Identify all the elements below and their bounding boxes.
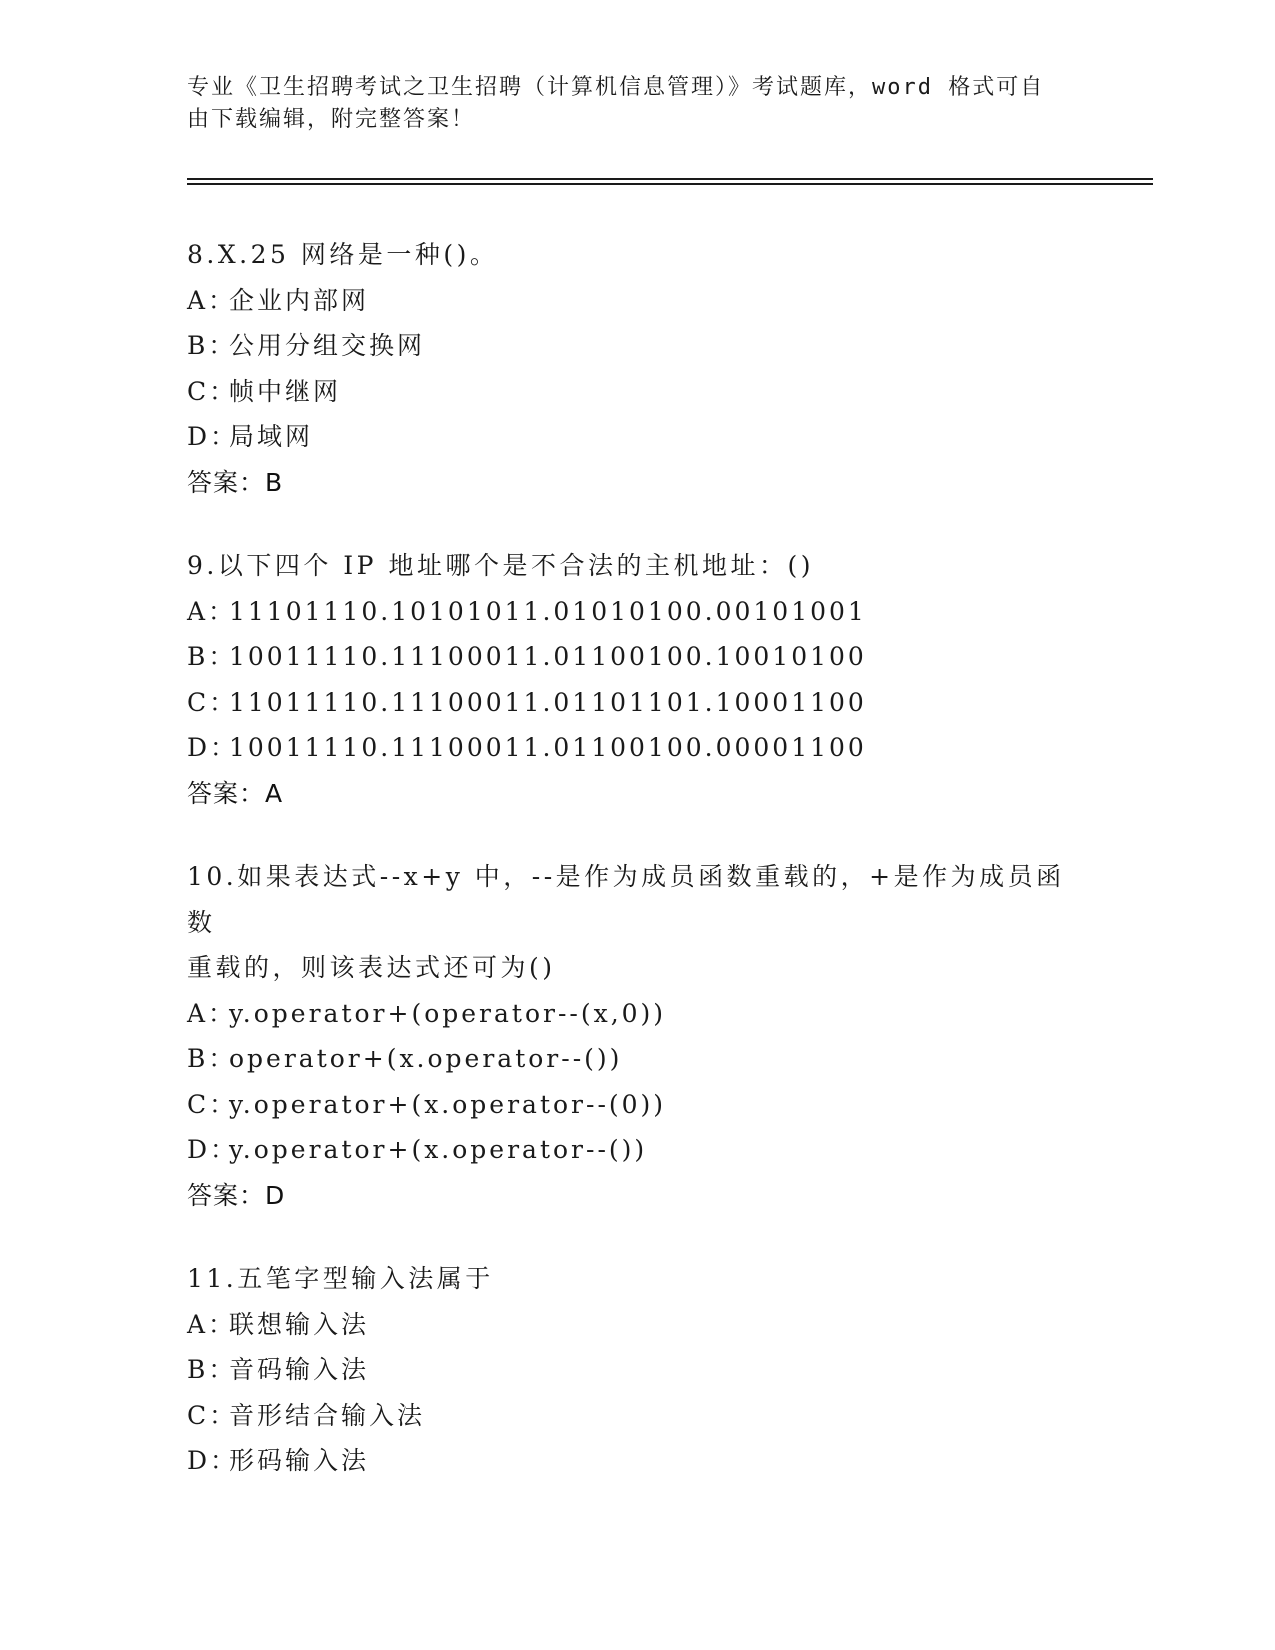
answer-option bbox=[187, 1302, 1087, 1348]
question-block bbox=[187, 1256, 1087, 1484]
option-letter: C： bbox=[187, 1400, 238, 1430]
option-letter: D： bbox=[187, 1135, 239, 1164]
header-divider-top bbox=[187, 178, 1153, 180]
option-text: 联想输入法 bbox=[229, 1309, 370, 1339]
question-block bbox=[187, 232, 1087, 505]
option-letter: D： bbox=[187, 1446, 239, 1475]
option-text: operator+(x.operator--()) bbox=[229, 1044, 623, 1073]
option-letter: D： bbox=[187, 733, 239, 762]
question-block bbox=[187, 543, 1087, 816]
option-text: 帧中继网 bbox=[229, 376, 342, 406]
answer-option bbox=[187, 369, 1087, 415]
option-text: 音码输入法 bbox=[229, 1355, 370, 1384]
option-text: y.operator+(x.operator--(0)) bbox=[229, 1089, 667, 1119]
option-text: y.operator+(operator--(x,0)) bbox=[229, 998, 667, 1028]
option-letter: D： bbox=[187, 422, 239, 451]
question-stem: 重载的，则该表达式还可为() bbox=[187, 953, 556, 982]
option-text: 公用分组交换网 bbox=[229, 331, 426, 360]
option-letter: C： bbox=[187, 1089, 238, 1119]
answer-key: 答案：D bbox=[187, 1180, 286, 1210]
header-line-1: 专业《卫生招聘考试之卫生招聘（计算机信息管理）》考试题库，word 格式可自 bbox=[187, 75, 1045, 100]
answer-option bbox=[187, 1438, 1087, 1484]
question-stem: 11.五笔字型输入法属于 bbox=[187, 1264, 494, 1293]
option-text: y.operator+(x.operator--()) bbox=[229, 1135, 648, 1164]
option-text: 局域网 bbox=[229, 422, 314, 451]
option-text: 11101110.10101011.01010100.00101001 bbox=[229, 596, 867, 626]
option-text: 10011110.11100011.01100100.10010100 bbox=[229, 642, 867, 671]
answer-option bbox=[187, 680, 1087, 726]
answer-option bbox=[187, 278, 1087, 324]
answer-option bbox=[187, 725, 1087, 771]
answer-option bbox=[187, 1127, 1087, 1173]
option-letter: C： bbox=[187, 376, 238, 406]
document-header bbox=[187, 72, 1067, 136]
answer-option bbox=[187, 323, 1087, 369]
option-letter: A： bbox=[187, 998, 237, 1028]
option-letter: B： bbox=[187, 642, 237, 671]
answer-key: 答案：B bbox=[187, 467, 284, 497]
option-letter: A： bbox=[187, 596, 237, 626]
answer-option bbox=[187, 1036, 1087, 1082]
option-letter: A： bbox=[187, 1309, 237, 1339]
header-divider-bottom bbox=[187, 183, 1153, 185]
question-stem: 10.如果表达式--x+y 中，--是作为成员函数重载的，+是作为成员函数 bbox=[187, 862, 1065, 937]
answer-option bbox=[187, 589, 1087, 635]
answer-key: 答案：A bbox=[187, 778, 284, 808]
option-text: 形码输入法 bbox=[229, 1446, 370, 1475]
question-stem: 8.X.25 网络是一种()。 bbox=[187, 240, 499, 269]
answer-option bbox=[187, 414, 1087, 460]
question-stem: 9.以下四个 IP 地址哪个是不合法的主机地址：() bbox=[187, 551, 814, 580]
answer-option bbox=[187, 1393, 1087, 1439]
answer-option bbox=[187, 991, 1087, 1037]
option-letter: A： bbox=[187, 285, 237, 315]
answer-option bbox=[187, 634, 1087, 680]
header-line-2: 由下载编辑，附完整答案！ bbox=[187, 107, 476, 132]
option-letter: B： bbox=[187, 331, 237, 360]
option-letter: C： bbox=[187, 687, 238, 717]
option-text: 音形结合输入法 bbox=[229, 1400, 426, 1430]
question-block bbox=[187, 854, 1087, 1218]
option-text: 11011110.11100011.01101101.10001100 bbox=[229, 687, 867, 717]
question-list bbox=[187, 232, 1087, 1522]
option-letter: B： bbox=[187, 1355, 237, 1384]
answer-option bbox=[187, 1082, 1087, 1128]
option-text: 企业内部网 bbox=[229, 285, 370, 315]
option-letter: B： bbox=[187, 1044, 237, 1073]
option-text: 10011110.11100011.01100100.00001100 bbox=[229, 733, 867, 762]
answer-option bbox=[187, 1347, 1087, 1393]
